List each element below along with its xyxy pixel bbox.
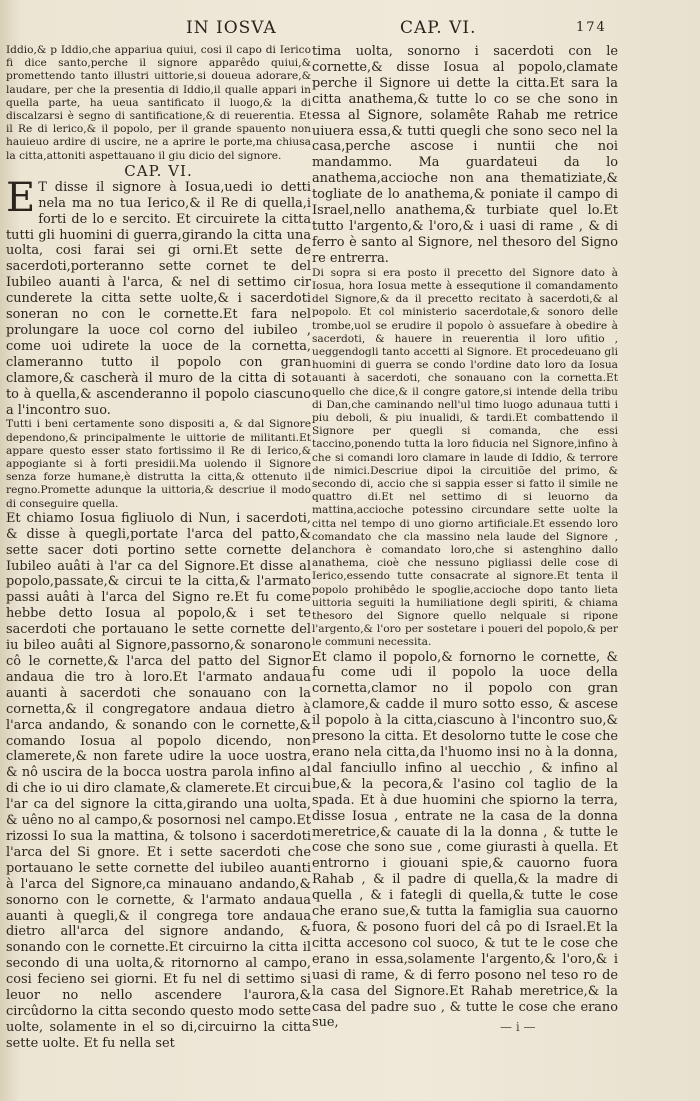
- page-number: 174: [576, 20, 607, 35]
- commentary-text: Iddio,& p Iddio,che appariua quiui, cosi il capo di Ierico fi dice santo,perche il signore apparêdo quiui,& promettendo tanto illustri uittorie,si doueua adorare,& laudare, per che la presentia di Iddio,il qualle appari in quella parte, ha ueua santificato il luogo,& la di discalzarsi è segno di santificatione,& di reuerentia. Et il Re di lerico,& il popolo, per il grande spauento non hauieuo ardire di uscire, ne a aprire le porte,ma chiusa la citta,attoniti aspettauano il giu dicio del signore.: [6, 44, 311, 162]
- running-header: [0, 18, 700, 40]
- right-column: [312, 44, 618, 1064]
- left-column: [6, 44, 311, 1064]
- drop-cap: E: [6, 174, 36, 221]
- signature-mark: — i —: [500, 1020, 536, 1034]
- scripture-text: T disse il signore à Iosua,uedi io detti nela ma no tua Ierico,& il Re di quella,i forti de lo e sercito. Et circuirete la citta tutti gli huomini di guerra,girando la citta una uolta, cosi farai sei gi orni.Et sette de sacerdoti,porteranno sette cornet te del Iubileo auanti à l'arca, & nel di settimo cir cunderete la citta sette uolte,& i sacerdoti soneran no con le cornette.Et fara nel prolungare la uoce col corno del iubileo , come uoi udirete la uoce de la cornetta, clameranno tutto il popolo con gran clamore,& cascherà il muro de la citta di sot to à quella,& ascenderanno il popolo ciascuno a l'incontro suo.: [6, 179, 311, 418]
- chapter-label: CAP. VI.: [400, 18, 477, 38]
- scripture-paragraph: Et chiamo Iosua figliuolo di Nun, i sacerdoti, & disse à quegli,portate l'arca del patto,& sette sacer doti portino sette cornette del Iubileo auâti à l'ar ca del Signore.Et disse al popolo,passate,& circui te la citta,& l'armato passi auâti à l'arca del Signo re.Et fu come hebbe detto Iosua al popolo,& i set te sacerdoti che portauano le sette cornette del iu bileo auâti al Signore,passorno,& sonarono cô le cornette,& l'arca del patto del Signor andaua die tro à loro.Et l'armato andaua auanti à sacerdoti che sonauano con la cornetta,& il congregatore andaua dietro à l'arca andando, & sonando con le cornette,& comando Iosua al popolo dicendo, non clamerete,& non farete udire la uoce uostra, & nô uscira de la bocca uostra parola infino al di che io ui diro clamate,& clamerete.Et circui l'ar ca del signore la citta,girando una uolta, & uêno no al campo,& posornosi nel campo.Et rizossi Io sua la mattina, & tolsono i sacerdoti l'arca del Si gnore. Et i sette sacerdoti che portauano le sette cornette del iubileo auanti à l'arca del Signore,ca minauano andando,& sonorno con le cornette, & l'armato andaua auanti à quegli,& il congrega tore andaua dietro all'arca del signore andando, & sonando con le cornette.Et circuirno la citta il secondo di una uolta,& ritornorno al campo, cosi fecieno sei giorni. Et fu nel di settimo si leuor no nello ascendere l'aurora,& circûdorno la citta secondo questo modo sette uolte, solamente in el so di,circuirno la citta sette uolte. Et fu nella set: [6, 510, 311, 1051]
- commentary-block: [6, 418, 311, 510]
- commentary-text: Di sopra si era posto il precetto del Signore dato à Iosua, hora Iosua mette à essequtione il comandamento del Signore,& da il precetto recitato à sacerdoti,& al popolo. Et col ministerio sacerdotale,& sonoro delle trombe,uol se erudire il popolo ò assuefare à obedire à sacerdoti, & hauere in reuerentia il loro ufitio , ueggendogli tanto accetti al Signore. Et procedeuano gli huomini di guerra se condo l'ordine dato loro da Iosua auanti à sacerdoti, che sonauano con la cornetta.Et quello che dice,& il congre gatore,si intende della tribu di Dan,che caminando nell'ul timo luogo adunaua tutti i piu deboli, & piu inualidi, & tardi.Et combattendo il Signore per quegli si comanda, che essi taccino,ponendo tutta la loro fiducia nel Signore,infino à che si comandi loro clamare in laude di Iddio, & terrore de nimici.Descriue dipoi la circuitiõe del primo, & secondo di, accio che si sappia esser si fatto il simile ne quattro di.Et nel settimo di si leuorno da mattina,accioche potessino circundare sette uolte la citta nel tempo di uno giorno artificiale.Et essendo loro comandato che cla massino nela laude del Signore , anchora è comandato loro,che si astenghino dallo anathema, cioè che nessuno pigliassi delle cose di Ierico,essendo tutte consacrate al signore.Et tenta il popolo prohibêdo le spoglie,accioche dopo tanto lieta uittoria seguiti la humiliatione degli spiriti, & chiama thesoro del Signore quello nelquale si ripone l'argento,& l'oro per sostetare i poueri del popolo,& per le communi necessita.: [312, 266, 618, 649]
- commentary-block: [6, 44, 311, 163]
- commentary-block: [312, 267, 618, 650]
- chapter-heading: CAP. VI.: [124, 161, 193, 180]
- commentary-text: Tutti i beni certamente sono dispositi a, & dal Signore dependono,& principalmente le uittorie de militanti.Et appare questo esser stato fortissimo il Re di Ierico,& appogiante si à forti presidii.Ma uolendo il Signore senza forze humane,è distrutta la citta,& ottenuto il regno.Promette adunque la uittoria,& descriue il modo di conseguire quella.: [6, 418, 311, 510]
- scripture-paragraph: Et clamo il popolo,& fornorno le cornette, & fu come udi il popolo la uoce della cornetta,clamor no il popolo con gran clamore,& cadde il muro sotto esso, & ascese il popolo à la citta,ciascuno à l'incontro suo,& presono la citta. Et desolorno tutte le cose che erano nela citta,da l'huomo insi no à la donna, dal fanciullo infino al uecchio , & infino al bue,& la pecora,& l'asino col taglio de la spada. Et à due huomini che spiorno la terra, disse Iosua , entrate ne la casa de la donna meretrice,& cauate di la la donna , & tutte le cose che sono sue , come giurasti à quella. Et entrorno i giouani spie,& cauorno fuora Rahab , & il padre di quella,& la madre di quella , & i fategli di quella,& tutte le cose che erano sue,& tutta la famiglia sua cauorno fuora, & posono fuori del câ po di Israel.Et la citta accesono col suoco, & tut te le cose che erano in essa,solamente l'argento,& l'oro,& i uasi di rame, & di ferro posono nel teso ro de la casa del Signore.Et Rahab meretrice,& la casa del padre suo , & tutte le cose che erano sue,: [312, 649, 618, 1031]
- running-title: IN IOSVA: [186, 18, 277, 38]
- scripture-paragraph: [6, 174, 311, 419]
- scripture-paragraph: tima uolta, sonorno i sacerdoti con le cornette,& disse Iosua al popolo,clamate perche il Signore ui dette la citta.Et sara la citta anathema,& tutte lo co se che sono in essa al Signore, solamête Rahab me retrice uiuera essa,& tutti quegli che sono seco nel la casa,perche ascose i nuntii che noi mandammo. Ma guardateui da lo anathema,accioche non ana thematiziate,& togliate de lo anathema,& poniate il campo di Israel,nello anathema,& turbiate quel lo.Et tutto l'argento,& l'oro,& i uasi di rame , & di ferro è santo al Signore, nel thesoro del Signo re entrerra.: [312, 44, 618, 266]
